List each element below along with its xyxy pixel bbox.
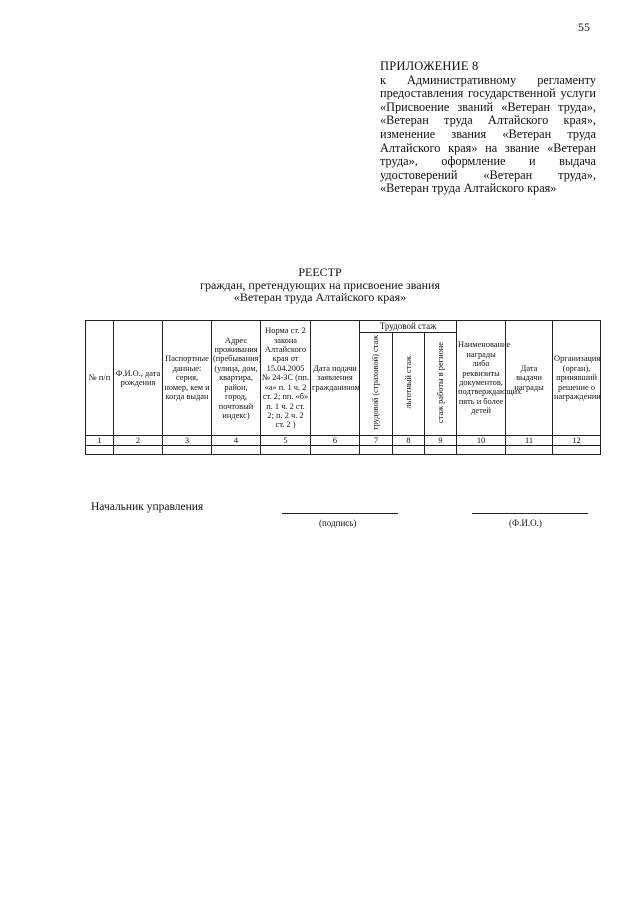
- registry-title: РЕЕСТР: [298, 265, 342, 279]
- header-organization: Организация (орган), принявший решение о награждении: [553, 321, 601, 436]
- header-regional-experience-cell: [425, 333, 457, 436]
- header-award-date: Дата выдачи награды: [506, 321, 553, 436]
- header-row-1: [86, 321, 601, 333]
- empty-data-row: [86, 446, 601, 455]
- empty-cell: [212, 446, 261, 455]
- empty-cell: [506, 446, 553, 455]
- column-number: 9: [425, 436, 457, 446]
- appendix-text: к Административному регламенту предоставления государственной услуги «Присвоение званий «Ветеран труда», «Ветеран труда Алтайского края», изменение звания «Ветеран труда Алтайского края» на звание «Ветеран труда», оформление и выдача удостоверений «Ветеран труда», «Ветеран труда Алтайского края»: [380, 72, 596, 196]
- header-number: № п/п: [86, 321, 114, 436]
- column-number: 11: [506, 436, 553, 446]
- header-passport: Паспортные данные: серия, номер, кем и когда выдан: [163, 321, 212, 436]
- header-work-experience: трудовой (страховой) стаж: [371, 335, 381, 431]
- column-number: 2: [114, 436, 163, 446]
- name-caption: (Ф.И.О.): [509, 518, 542, 528]
- column-number: 4: [212, 436, 261, 446]
- column-number: 7: [360, 436, 393, 446]
- column-number: 3: [163, 436, 212, 446]
- empty-cell: [457, 446, 506, 455]
- empty-cell: [311, 446, 360, 455]
- empty-cell: [86, 446, 114, 455]
- empty-cell: [553, 446, 601, 455]
- header-full-name: Ф.И.О., дата рождения: [114, 321, 163, 436]
- header-work-experience-cell: [360, 333, 393, 436]
- empty-cell: [393, 446, 425, 455]
- column-number: 10: [457, 436, 506, 446]
- signature-caption: (подпись): [319, 518, 357, 528]
- page-number: 55: [578, 20, 590, 34]
- empty-cell: [360, 446, 393, 455]
- name-line: [472, 513, 588, 514]
- registry-table: [85, 320, 601, 455]
- column-number: 12: [553, 436, 601, 446]
- signature-line: [282, 513, 398, 514]
- column-number: 6: [311, 436, 360, 446]
- column-number: 1: [86, 436, 114, 446]
- signature-label: Начальник управления: [91, 501, 204, 513]
- empty-cell: [261, 446, 311, 455]
- header-regional-experience: стаж работы в регионе: [435, 342, 445, 424]
- empty-cell: [425, 446, 457, 455]
- registry-heading: [0, 266, 640, 304]
- empty-cell: [163, 446, 212, 455]
- registry-subtitle-1: граждан, претендующих на присвоение звания: [200, 277, 440, 292]
- header-law-norm: Норма ст. 2 закона Алтайского края от 15.04.2005 № 24-ЗС (пп. «а» п. 1 ч. 2 ст. 2; пп. «б» п. 1 ч. 2 ст. 2; п. 2 ч. 2 ст. 2 ): [261, 321, 311, 436]
- empty-cell: [114, 446, 163, 455]
- header-award-name: Наименование награды либо реквизиты документов, подтверждающих пять и более детей: [457, 321, 506, 436]
- column-number: 5: [261, 436, 311, 446]
- header-work-experience-group: Трудовой стаж: [360, 321, 457, 333]
- signature-block: [91, 501, 611, 541]
- column-number-row: [86, 436, 601, 446]
- registry-subtitle-2: «Ветеран труда Алтайского края»: [233, 290, 407, 304]
- header-application-date: Дата подачи заявления гражданином: [311, 321, 360, 436]
- header-address: Адрес проживания (пребывания) (улица, дом, квартира, район, город, почтовый индекс): [212, 321, 261, 436]
- appendix-block: [380, 60, 596, 196]
- appendix-title: ПРИЛОЖЕНИЕ 8: [380, 59, 479, 73]
- header-preferential-experience-cell: [393, 333, 425, 436]
- header-preferential-experience: льготный стаж: [403, 356, 413, 410]
- column-number: 8: [393, 436, 425, 446]
